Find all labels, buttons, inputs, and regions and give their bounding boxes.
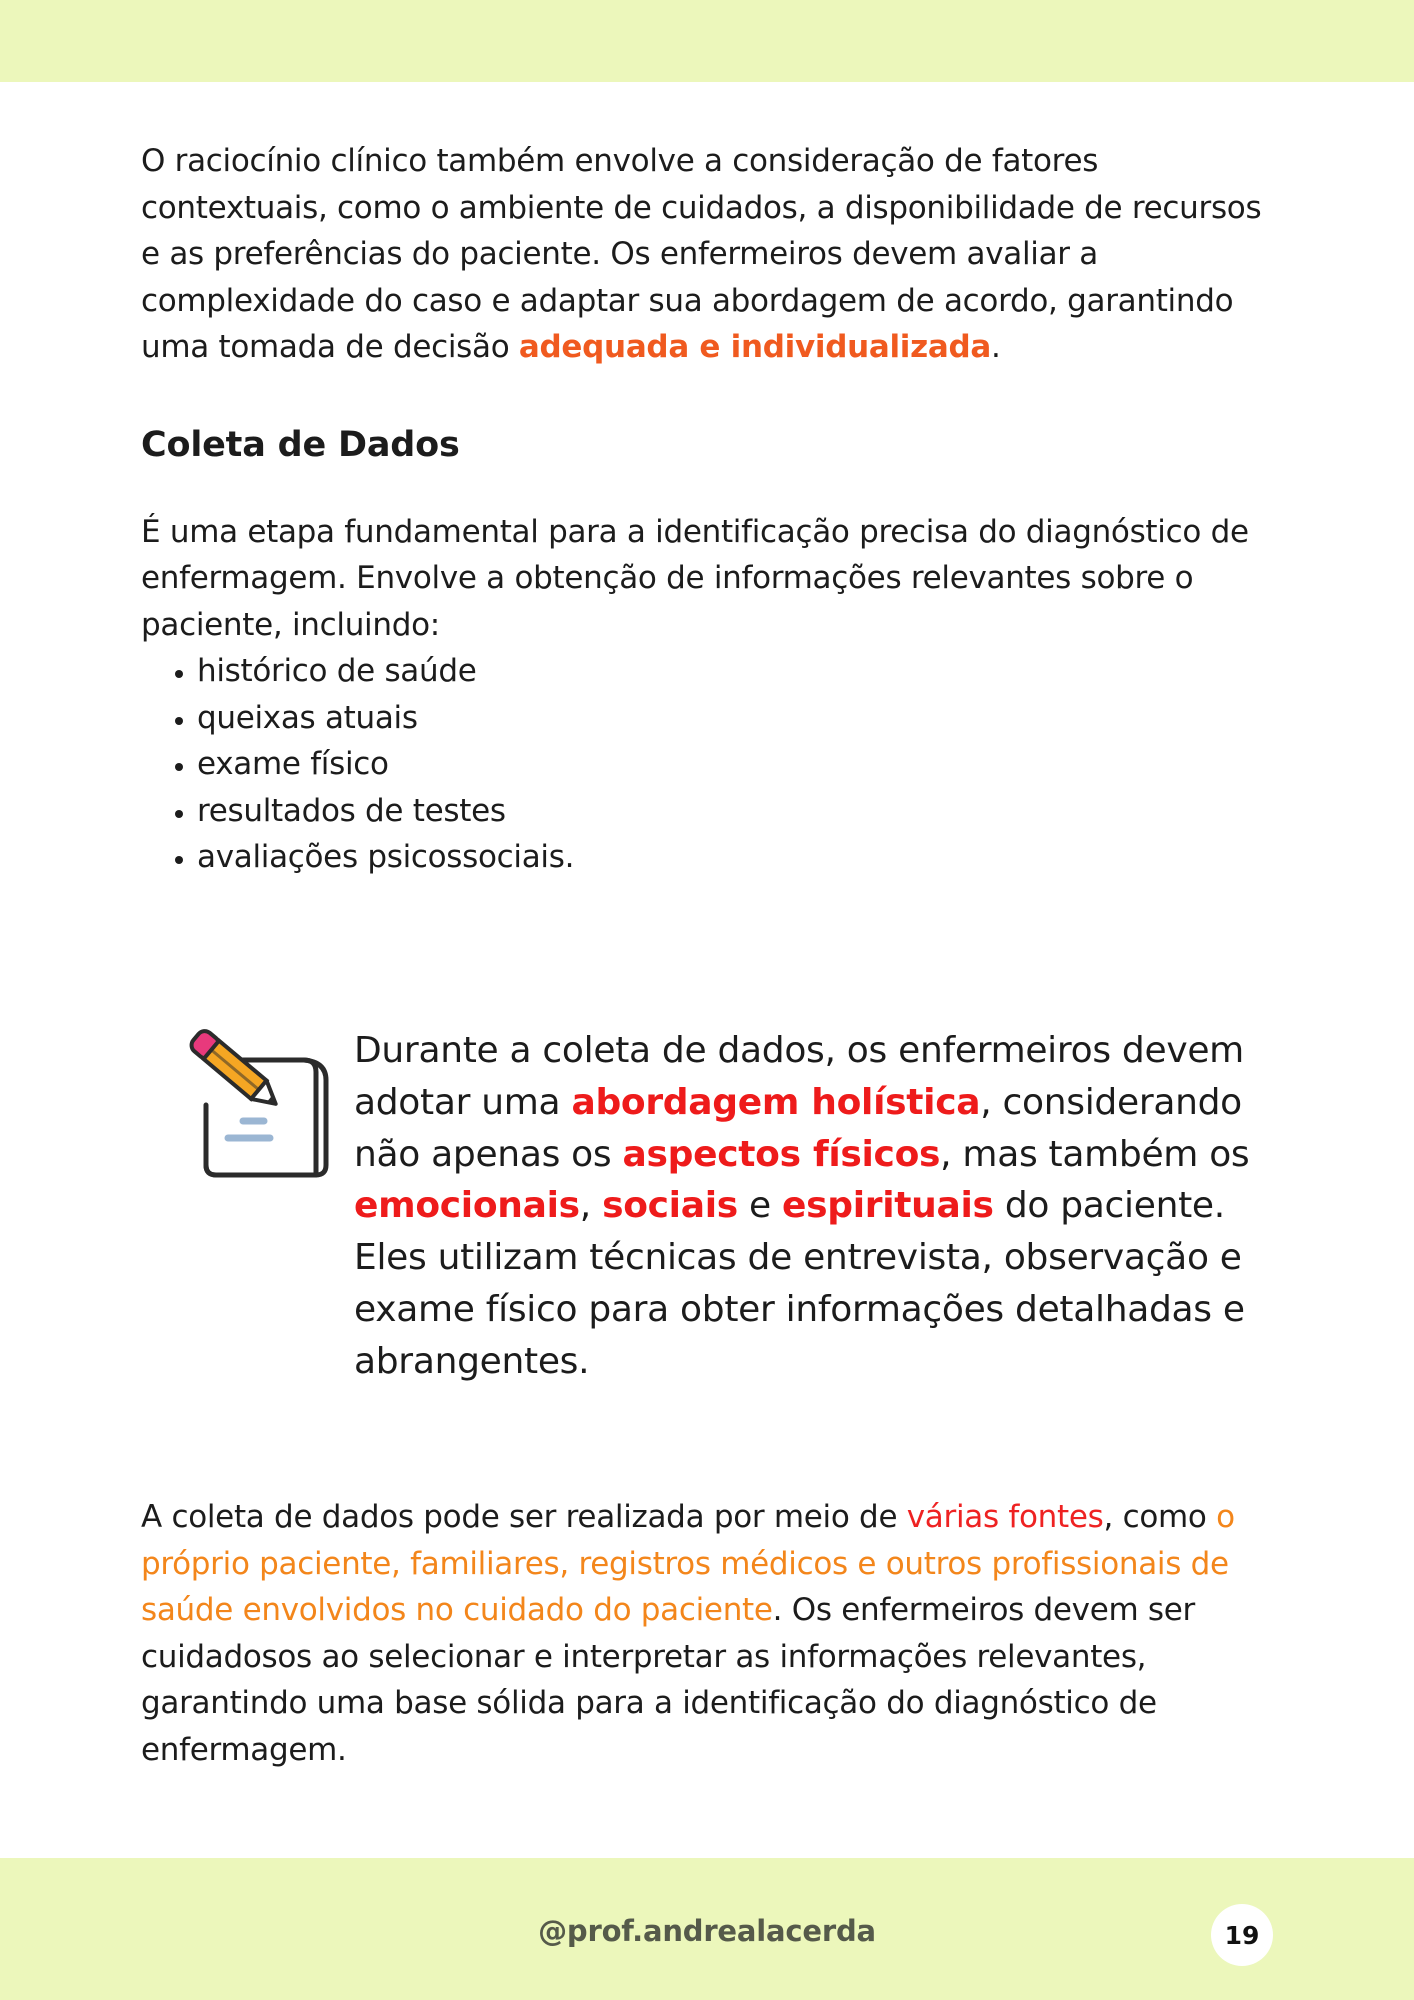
author-handle: @prof.andrealacerda	[538, 1914, 876, 1948]
list-item: • exame físico	[197, 741, 1281, 788]
callout-text-part: do paciente. Eles utilizam técnicas de entrevista, observação e exame físico para obter informações detalhadas e abrangentes.	[354, 1185, 1245, 1382]
callout-text	[354, 1025, 1294, 1388]
intro-highlight: adequada e individualizada	[518, 329, 992, 365]
callout-text-part: e	[737, 1185, 783, 1227]
callout-text-part: ,	[579, 1185, 603, 1227]
callout-highlight: aspectos físicos	[622, 1133, 941, 1175]
intro-paragraph	[141, 138, 1281, 371]
sources-text: , como	[1103, 1499, 1217, 1535]
section-paragraph: É uma etapa fundamental para a identificação precisa do diagnóstico de enfermagem. Envolve a obtenção de informações relevantes sobre o paciente, incluindo:	[141, 513, 1249, 643]
callout-text-part: , considerando não apenas os	[354, 1081, 1242, 1175]
sources-highlight-red: várias fontes	[906, 1499, 1104, 1535]
list-item: • avaliações psicossociais.	[197, 834, 1281, 881]
callout-highlight: sociais	[602, 1185, 738, 1227]
page-number: 19	[1211, 1904, 1273, 1966]
callout-box	[170, 1025, 1300, 1395]
list-item: • histórico de saúde	[197, 648, 1281, 695]
callout-text-part: , mas também os	[940, 1133, 1250, 1175]
sources-text: . Os enfermeiros devem ser cuidadosos ao selecionar e interpretar as informações relevantes, garantindo uma base sólida para a identificação do diagnóstico de enfermagem.	[141, 1592, 1195, 1768]
header-band	[0, 0, 1414, 82]
sources-text: A coleta de dados pode ser realizada por meio de	[141, 1499, 907, 1535]
callout-highlight: abordagem holística	[571, 1081, 981, 1123]
list-item: • queixas atuais	[197, 695, 1281, 742]
callout-highlight: espirituais	[782, 1185, 994, 1227]
pencil-document-icon	[176, 1025, 346, 1185]
callout-text-part: Durante a coleta de dados, os enfermeiros devem adotar uma	[354, 1030, 1244, 1123]
intro-period: .	[991, 329, 1001, 365]
list-item: • resultados de testes	[197, 788, 1281, 835]
sources-highlight-orange: o próprio paciente, familiares, registros médicos e outros profissionais de saúde envolvidos no cuidado do paciente	[141, 1499, 1235, 1628]
section-heading: Coleta de Dados	[141, 424, 460, 465]
sources-paragraph	[141, 1494, 1291, 1773]
data-sources-list	[141, 648, 1281, 881]
main-content	[141, 138, 1281, 881]
callout-highlight: emocionais	[354, 1185, 580, 1227]
intro-text: O raciocínio clínico também envolve a consideração de fatores contextuais, como o ambiente de cuidados, a disponibilidade de recursos e as preferências do paciente. Os enfermeiros devem avaliar a complexidade do caso e adaptar sua abordagem de acordo, garantindo uma tomada de decisão	[141, 143, 1262, 365]
